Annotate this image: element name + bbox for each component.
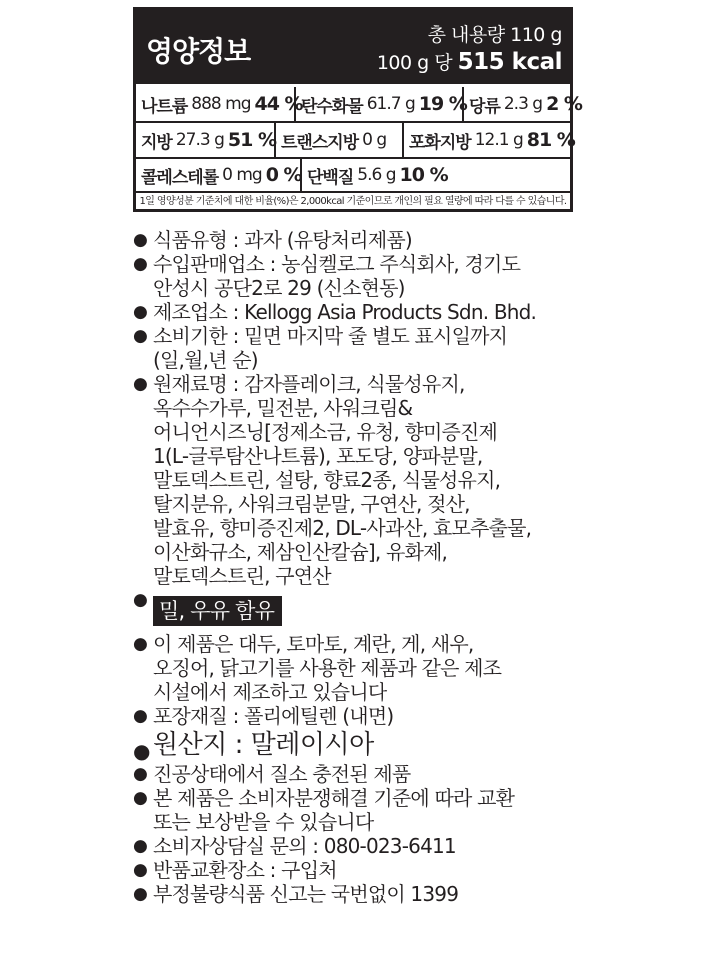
bullet-icon: ● (133, 764, 148, 784)
nutrient-percent: 19 % (418, 93, 467, 115)
bullet-icon: ● (133, 788, 148, 808)
info-line: 부정불량식품 신고는 국번없이 1399 (153, 882, 459, 906)
nutrient-row (136, 123, 575, 159)
nutrient-amount: 888 mg (191, 94, 251, 114)
info-line: 식품유형 : 과자 (유탕처리제품) (153, 228, 412, 252)
nutrient-name: 트랜스지방 (281, 132, 359, 153)
nutrient-saturated-fat (404, 123, 575, 157)
nutrient-percent: 51 % (227, 129, 276, 151)
info-group (133, 762, 573, 906)
info-line: 본 제품은 소비자분쟁해결 기준에 따라 교환 (153, 786, 515, 810)
origin-item (133, 728, 573, 762)
nutrient-percent: 0 % (265, 164, 302, 186)
bullet-icon: ● (133, 590, 148, 610)
nutrient-protein (302, 159, 570, 191)
info-line: 오징어, 닭고기를 사용한 제품과 같은 제조 (153, 656, 502, 680)
info-item (133, 300, 573, 324)
country-of-origin: 원산지 : 말레이시아 (153, 730, 374, 760)
nutrient-row (136, 87, 582, 123)
info-item (133, 786, 573, 834)
bullet-icon: ● (133, 860, 148, 880)
info-line: 1(L-글루탐산나트륨), 포도당, 양파분말, (153, 444, 483, 468)
info-line: 탈지분유, 사워크림분말, 구연산, 젖산, (153, 492, 470, 516)
info-item (133, 762, 573, 786)
nutrient-name: 콜레스테롤 (141, 167, 219, 188)
info-line: 어니언시즈닝[정제소금, 유청, 향미증진제 (153, 420, 498, 444)
info-line: 이산화규소, 제삼인산칼슘], 유화제, (153, 540, 448, 564)
nutrient-amount: 2.3 g (503, 94, 543, 114)
total-content: 총 내용량 110 g (427, 24, 562, 46)
nutrition-header (136, 10, 570, 84)
bullet-icon: ● (133, 302, 148, 322)
nutrient-name: 포화지방 (409, 132, 471, 153)
info-group (133, 228, 573, 588)
per-serving-label: 100 g 당 (376, 52, 453, 74)
nutrient-name: 탄수화물 (301, 96, 363, 117)
nutrient-carbohydrate (296, 87, 467, 121)
bullet-icon: ● (133, 836, 148, 856)
nutrient-amount: 0 g (362, 130, 387, 150)
info-line: 제조업소 : Kellogg Asia Products Sdn. Bhd. (153, 300, 537, 324)
nutrition-facts-panel (133, 7, 582, 212)
info-line: 포장재질 : 폴리에틸렌 (내면) (153, 704, 394, 728)
nutrition-title: 영양정보 (146, 35, 251, 68)
nutrient-sodium (136, 87, 303, 121)
info-line: 반품교환장소 : 구입처 (153, 858, 337, 882)
info-line: 또는 보상받을 수 있습니다 (153, 810, 374, 834)
nutrient-row (136, 159, 570, 193)
nutrient-name: 지방 (141, 132, 172, 153)
nutrient-amount: 5.6 g (357, 165, 396, 185)
nutrient-amount: 27.3 g (175, 130, 224, 150)
bullet-icon: ● (133, 634, 148, 654)
bullet-icon: ● (133, 230, 148, 250)
info-item (133, 858, 573, 882)
info-line: 진공상태에서 질소 충전된 제품 (153, 762, 411, 786)
nutrient-cholesterol (136, 159, 302, 191)
info-item (133, 834, 573, 858)
nutrition-footnote: 1일 영양성분 기준치에 대한 비율(%)은 2,000kcal 기준이므로 개인의 필요 열량에 따라 다를 수 있습니다. (139, 196, 567, 207)
nutrient-percent: 2 % (546, 93, 582, 115)
info-line: (일,월,년 순) (153, 348, 258, 372)
calories-value: 515 kcal (457, 49, 562, 75)
bullet-icon: ● (133, 739, 150, 763)
nutrient-name: 단백질 (307, 167, 354, 188)
bullet-icon: ● (133, 706, 148, 726)
per-serving-calories (377, 48, 562, 75)
nutrient-percent: 10 % (399, 164, 448, 186)
nutrient-name: 나트륨 (141, 96, 188, 117)
bullet-icon: ● (133, 326, 148, 346)
info-item (133, 704, 573, 728)
nutrient-amount: 0 mg (222, 165, 262, 185)
info-line: 원재료명 : 감자플레이크, 식물성유지, (153, 372, 465, 396)
info-item (133, 252, 573, 300)
info-line: 이 제품은 대두, 토마토, 계란, 게, 새우, (153, 632, 474, 656)
nutrient-amount: 12.1 g (474, 130, 523, 150)
info-group (133, 632, 573, 728)
bullet-icon: ● (133, 374, 148, 394)
info-line: 시설에서 제조하고 있습니다 (153, 680, 387, 704)
nutrient-sugars (464, 87, 582, 121)
info-line: 말토덱스트린, 설탕, 향료2종, 식물성유지, (153, 468, 501, 492)
info-item (133, 882, 573, 906)
nutrient-trans-fat (276, 123, 404, 157)
bullet-icon: ● (133, 254, 148, 274)
allergen-badge: 밀, 우유 함유 (153, 596, 282, 626)
info-line: 말토덱스트린, 구연산 (153, 564, 331, 588)
info-line: 옥수수가루, 밀전분, 사워크림& (153, 396, 413, 420)
info-line: 발효유, 향미증진제2, DL-사과산, 효모추출물, (153, 516, 532, 540)
info-line: 안성시 공단2로 29 (신소현동) (153, 276, 405, 300)
bullet-icon: ● (133, 884, 148, 904)
info-item (133, 372, 573, 588)
info-item (133, 228, 573, 252)
product-info-list (133, 228, 573, 906)
info-line: 수입판매업소 : 농심켈로그 주식회사, 경기도 (153, 252, 521, 276)
info-item (133, 324, 573, 372)
nutrient-fat (136, 123, 276, 157)
allergen-item (133, 588, 573, 632)
nutrient-name: 당류 (469, 96, 500, 117)
nutrient-percent: 44 % (254, 93, 303, 115)
info-line: 소비자상담실 문의 : 080-023-6411 (153, 834, 456, 858)
nutrient-percent: 81 % (526, 129, 575, 151)
nutrient-amount: 61.7 g (366, 94, 415, 114)
info-line: 소비기한 : 밑면 마지막 줄 별도 표시일까지 (153, 324, 508, 348)
info-item (133, 632, 573, 704)
